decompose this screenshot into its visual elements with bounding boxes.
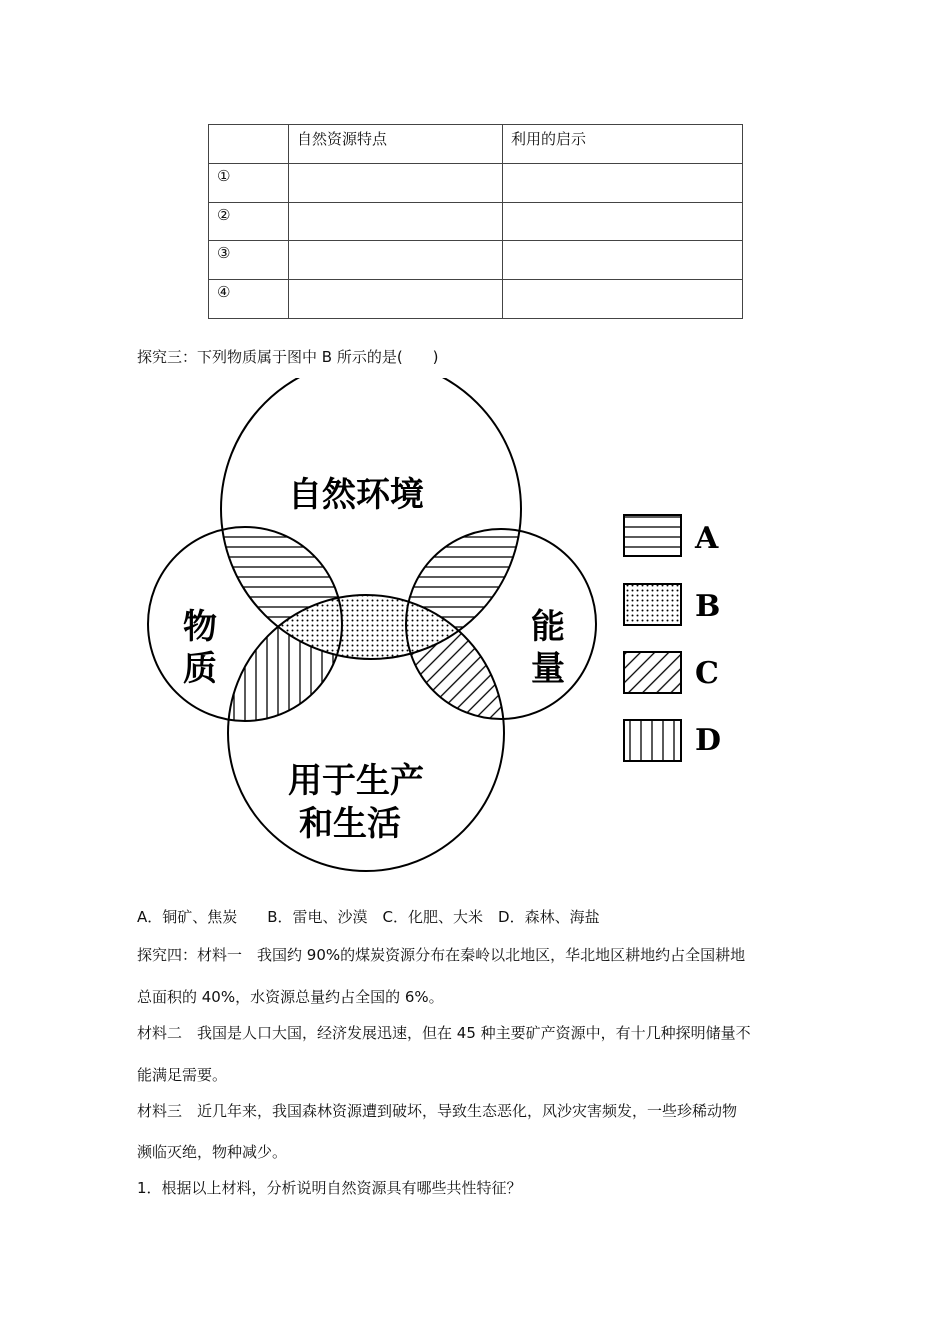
q4-line-2: 总面积的 40%，水资源总量约占全国的 6%。 [137,988,444,1006]
table-row [209,163,743,202]
table-cell [503,241,743,280]
table-header-cell: 利用的启示 [503,125,743,164]
q4-line-5: 材料三 近几年来，我国森林资源遭到破坏，导致生态恶化，风沙灾害频发，一些珍稀动物 [137,1102,738,1120]
table-cell [289,202,503,241]
table-cell: ③ [209,241,289,280]
table-cell: ② [209,202,289,241]
label-production-2: 和生活 [299,804,401,844]
legend-swatch-c [624,652,681,693]
legend-swatch-b [624,584,681,625]
label-natural-environment: 自然环境 [288,475,424,515]
table-cell [289,241,503,280]
table-row [209,241,743,280]
table-header-cell [209,125,289,164]
venn-diagram [130,378,740,888]
legend-label-d: D [695,723,722,758]
table-cell: ④ [209,280,289,319]
table-header-row [209,125,743,164]
q4-line-6: 濒临灭绝，物种减少。 [137,1143,288,1161]
table-row [209,202,743,241]
table-cell: ① [209,163,289,202]
legend-label-a: A [695,521,719,556]
table-cell [503,163,743,202]
question-3-text: 探究三：下列物质属于图中 B 所示的是( ) [137,348,439,366]
answer-options: A．铜矿、焦炭 B．雷电、沙漠 C．化肥、大米 D．森林、海盐 [137,908,600,926]
label-matter-2: 质 [183,649,217,689]
table-cell [503,280,743,319]
legend-label-c: C [695,656,719,691]
legend-label-b: B [695,589,721,624]
table-cell [503,202,743,241]
q4-question-1: 1．根据以上材料，分析说明自然资源具有哪些共性特征？ [137,1179,522,1197]
resource-table [208,124,743,319]
table-row [209,280,743,319]
q4-line-4: 能满足需要。 [137,1066,228,1084]
table-header-cell: 自然资源特点 [289,125,503,164]
legend [624,515,721,761]
table-cell [289,163,503,202]
q4-line-1: 探究四：材料一 我国约 90%的煤炭资源分布在秦岭以北地区，华北地区耕地约占全国耕地 [137,946,746,964]
table-cell [289,280,503,319]
label-energy-1: 能 [531,607,565,647]
label-matter-1: 物 [183,607,217,647]
label-energy-2: 量 [531,649,565,689]
legend-swatch-d [624,720,681,761]
q4-line-3: 材料二 我国是人口大国，经济发展迅速，但在 45 种主要矿产资源中，有十几种探明储量不 [137,1024,751,1042]
legend-swatch-a [624,515,681,556]
label-production-1: 用于生产 [288,761,424,801]
